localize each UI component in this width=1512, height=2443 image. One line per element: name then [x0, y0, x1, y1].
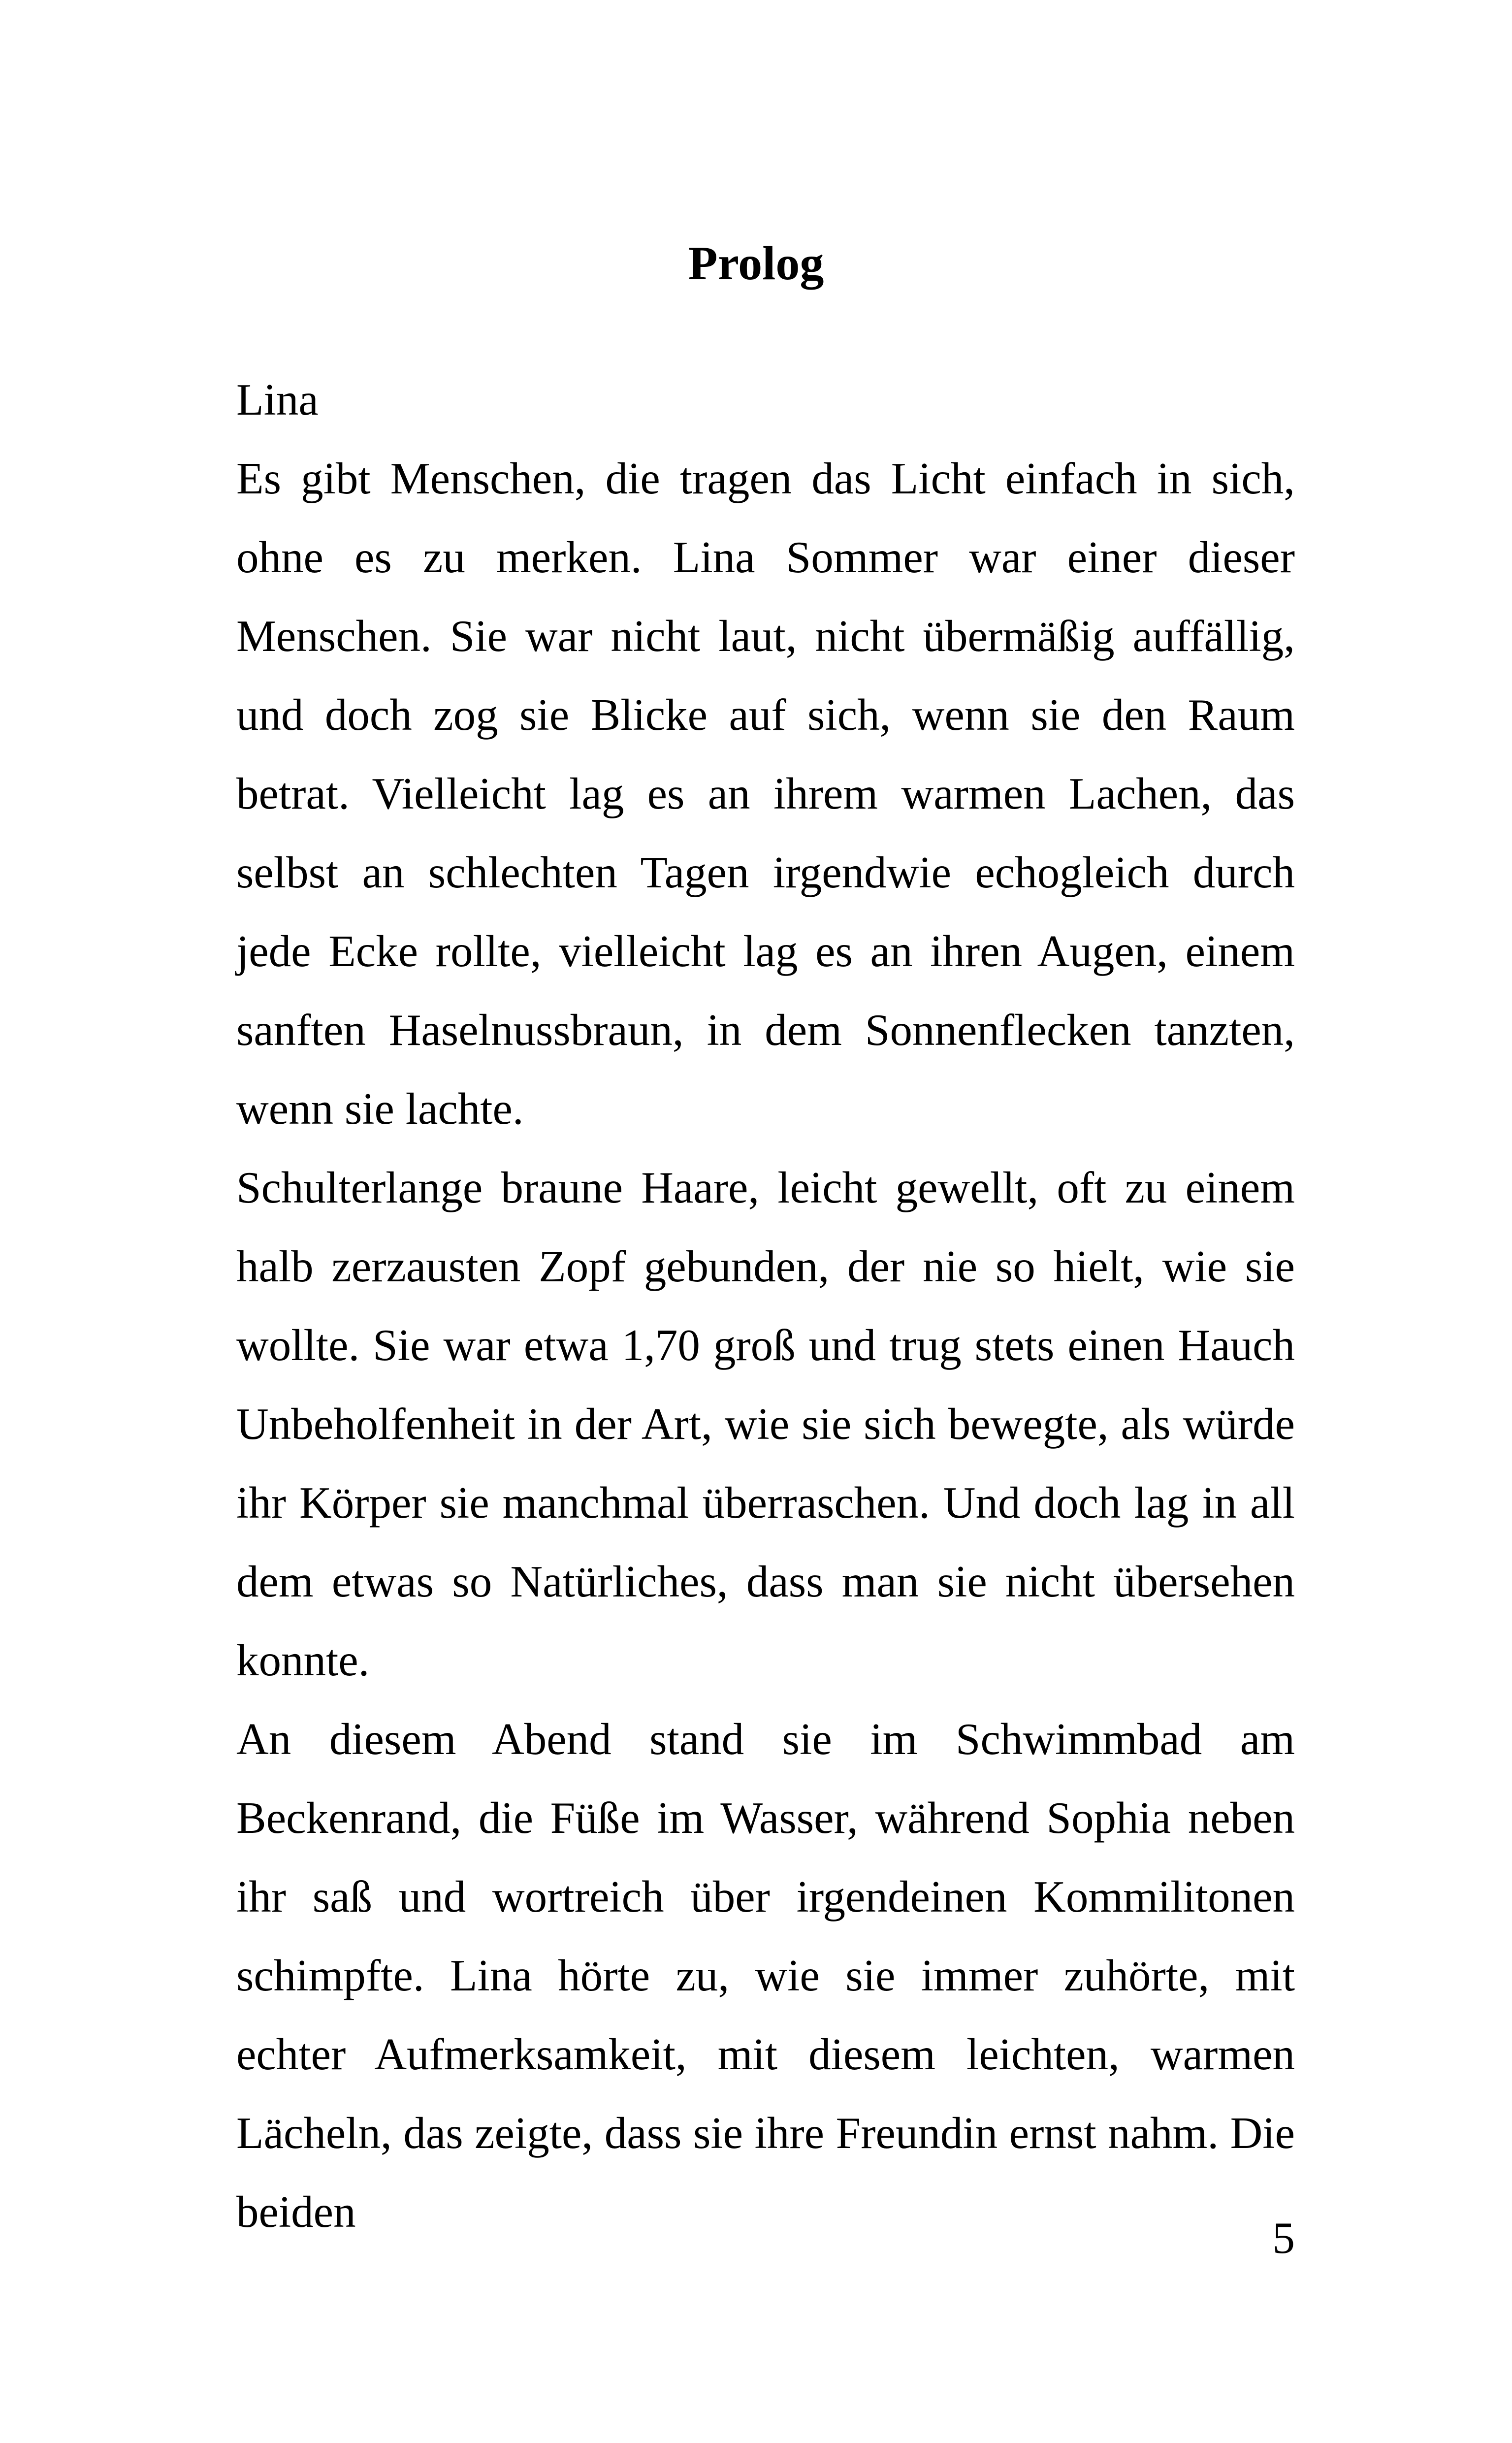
paragraph-1: Es gibt Menschen, die tragen das Licht einfach in sich, ohne es zu merken. Lina Sommer war einer dieser Menschen. Sie war nicht laut, nicht übermäßig auffällig, und doch zog sie Blicke auf sich, wenn sie den Raum betrat. Vielleicht lag es an ihrem warmen Lachen, das selbst an schlechten Tagen irgendwie echogleich durch jede Ecke rollte, vielleicht lag es an ihren Augen, einem sanften Haselnussbraun, in dem Sonnenflecken tanzten, wenn sie lachte.: [236, 454, 1295, 1134]
page-number: 5: [1272, 2213, 1295, 2263]
section-speaker: Lina: [236, 375, 319, 424]
chapter-title: Prolog: [688, 237, 824, 290]
paragraph-2: Schulterlange braune Haare, leicht gewellt, oft zu einem halb zerzausten Zopf gebunden, der nie so hielt, wie sie wollte. Sie war etwa 1,70 groß und trug stets einen Hauch Unbeholfenheit in der Art, wie sie sich bewegte, als würde ihr Körper sie manchmal überraschen. Und doch lag in all dem etwas so Natürliches, dass man sie nicht übersehen konnte.: [236, 1163, 1295, 1685]
body-text: [236, 439, 1295, 2251]
paragraph-3: An diesem Abend stand sie im Schwimmbad am Beckenrand, die Füße im Wasser, während Sophia neben ihr saß und wortreich über irgendeinen Kommilitonen schimpfte. Lina hörte zu, wie sie immer zuhörte, mit echter Aufmerksamkeit, mit diesem leichten, warmen Lächeln, das zeigte, dass sie ihre Freundin ernst nahm. Die beiden: [236, 1714, 1295, 2237]
